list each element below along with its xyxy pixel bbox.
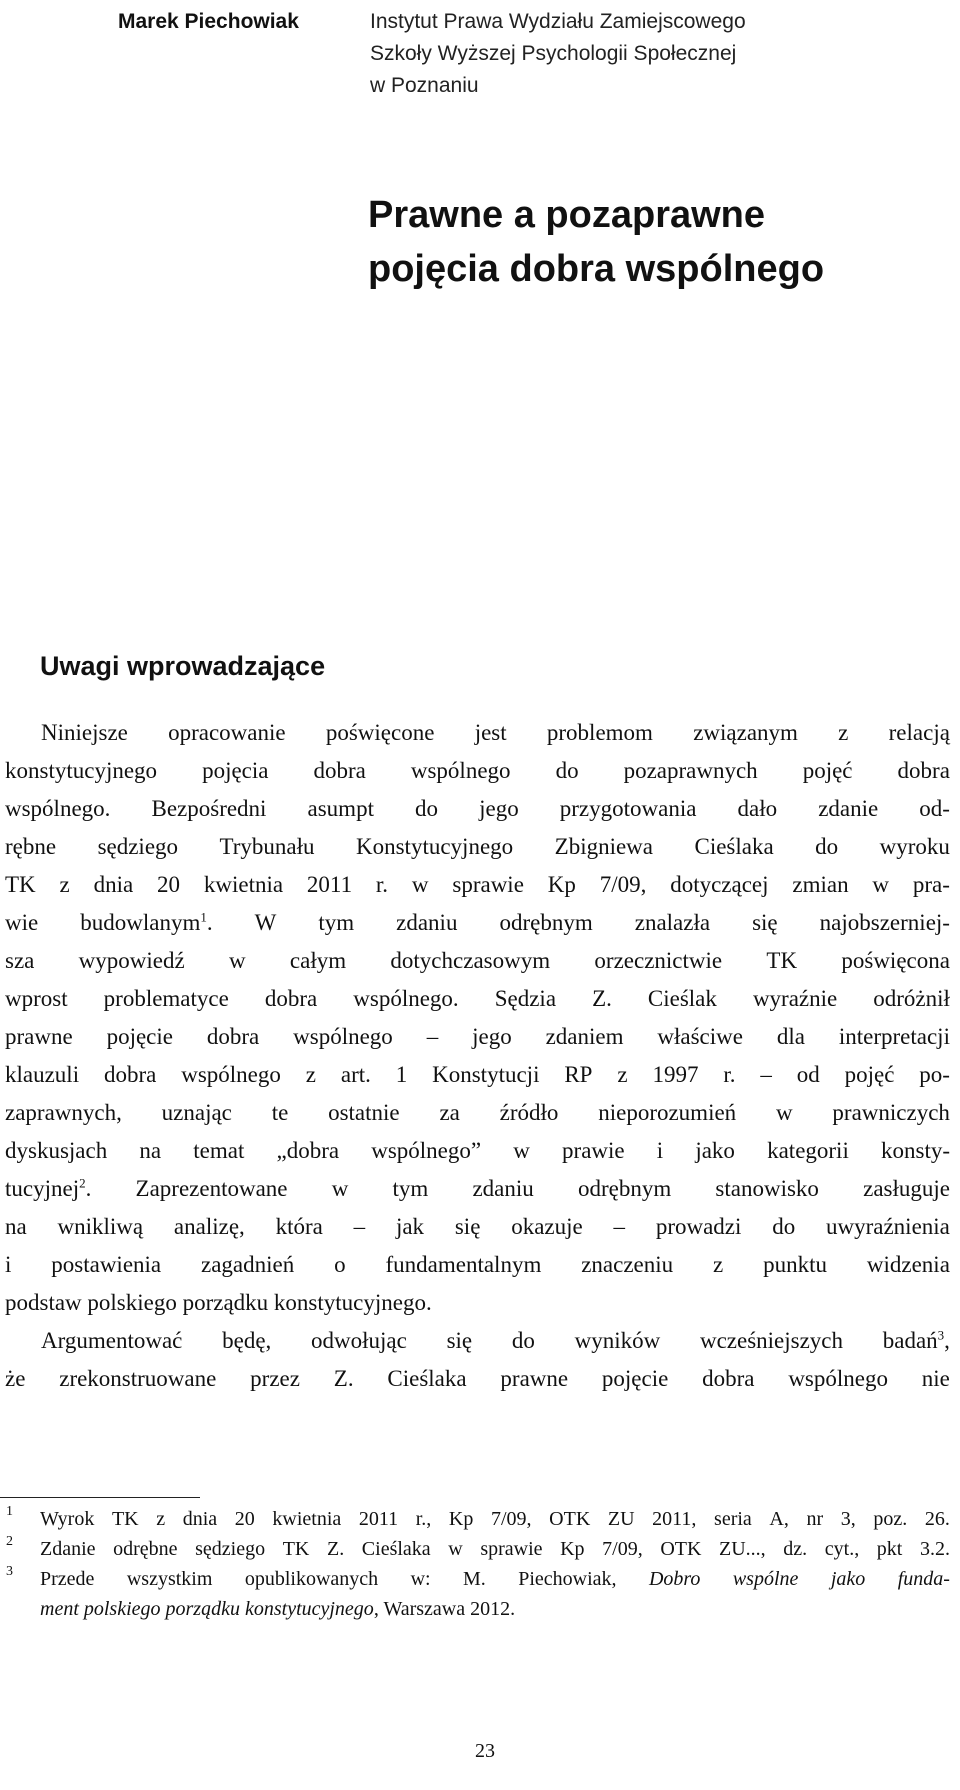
affiliation-line: Szkoły Wyższej Psychologii Społecznej [370,42,737,65]
body-line: wprost problematyce dobra wspólnego. Sędzia Z. Cieślak wyraźnie odróżnił [5,986,950,1011]
title-line: Prawne a pozaprawne [368,194,766,236]
body-line: zaprawnych, uznając te ostatnie za źródło nieporozumień w prawniczych [5,1100,950,1125]
body-line: sza wypowiedź w całym dotychczasowym orzecznictwie TK poświęcona [5,948,950,973]
footnote-number: 2 [6,1534,13,1549]
body-line: TK z dnia 20 kwietnia 2011 r. w sprawie Kp 7/09, dotyczącej zmian w pra- [5,872,950,897]
section-heading: Uwagi wprowadzające [40,651,326,681]
body-line: że zrekonstruowane przez Z. Cieślaka prawne pojęcie dobra wspólnego nie [5,1366,950,1391]
body-line: rębne sędziego Trybunału Konstytucyjnego Zbigniewa Cieślaka do wyroku [5,834,950,859]
affiliation [370,6,746,102]
footnote-line: ment polskiego porządku konstytucyjnego , Warszawa 2012. [40,1598,516,1620]
affiliation-line: w Poznaniu [370,74,479,97]
page-number: 23 [475,1740,495,1762]
body-line: wspólnego. Bezpośredni asumpt do jego przygotowania dało zdanie od- [5,796,950,821]
body-line: podstaw polskiego porządku konstytucyjnego. [5,1290,432,1315]
author-name: Marek Piechowiak [118,10,299,33]
article-title [368,188,824,296]
footnote-separator [0,1497,200,1498]
body-line: wie budowlanym$^1$. W tym zdaniu odrębnym znalazła się najobszerniej- [5,909,950,935]
body-line: na wnikliwą analizę, która – jak się okazuje – prowadzi do uwyraźnienia [5,1214,950,1239]
author-block [118,6,958,102]
body-line: dyskusjach na temat „dobra wspólnego” w prawie i jako kategorii konsty- [5,1138,950,1163]
footnote-number: 1 [6,1504,13,1519]
affiliation-line: Instytut Prawa Wydziału Zamiejscowego [370,10,746,33]
footnote-line: Przede wszystkim opublikowanych w: M. Piechowiak, Dobro wspólne jako funda- [40,1568,950,1590]
footnote-line: Zdanie odrębne sędziego TK Z. Cieślaka w sprawie Kp 7/09, OTK ZU..., dz. cyt., pkt 3.2. [40,1538,950,1560]
body-line: Niniejsze opracowanie poświęcone jest problemom związanym z relacją [41,720,950,745]
body-line: Argumentować będę, odwołując się do wyników wcześniejszych badań$^3$, [41,1327,950,1353]
body-line: i postawienia zagadnień o fundamentalnym znaczeniu z punktu widzenia [5,1252,950,1277]
body-line: prawne pojęcie dobra wspólnego – jego zdaniem właściwe dla interpretacji [5,1024,950,1049]
footnote-line: Wyrok TK z dnia 20 kwietnia 2011 r., Kp 7/09, OTK ZU 2011, seria A, nr 3, poz. 26. [40,1508,950,1530]
title-line: pojęcia dobra wspólnego [368,248,825,290]
footnote-number: 3 [6,1564,13,1579]
body-line: tucyjnej$^2$. Zaprezentowane w tym zdaniu odrębnym stanowisko zasługuje [5,1175,950,1201]
body-line: konstytucyjnego pojęcia dobra wspólnego do pozaprawnych pojęć dobra [5,758,950,783]
body-line: klauzuli dobra wspólnego z art. 1 Konstytucji RP z 1997 r. – od pojęć po- [5,1062,950,1087]
